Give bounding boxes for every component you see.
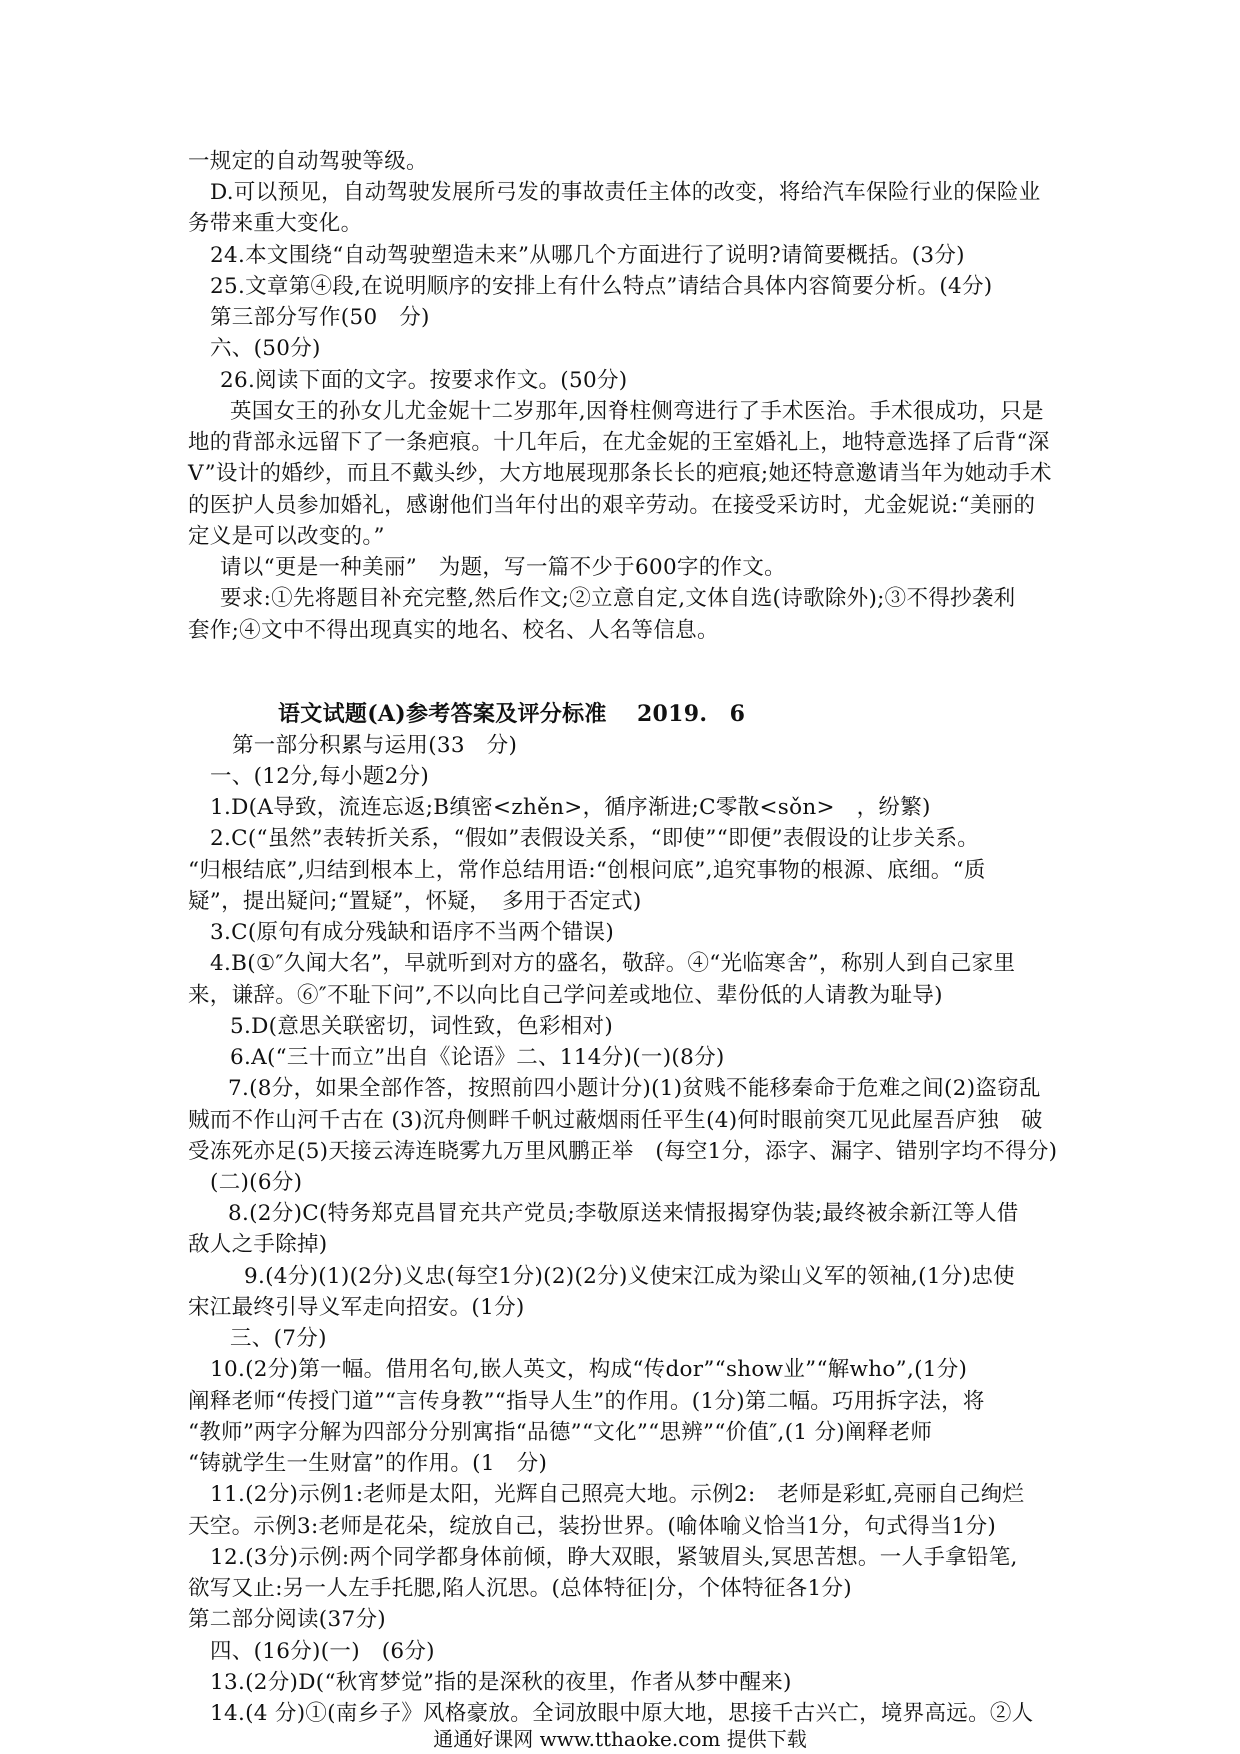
text-line: “归根结底”,归结到根本上，常作总结用语:“创根问底”,追究事物的根源、底细。“质 xyxy=(188,858,986,883)
text-line: 8.(2分)C(特务郑克昌冒充共产党员;李敬原送来情报揭穿伪装;最终被余新江等人借 xyxy=(228,1201,1019,1226)
text-line: 疑”，提出疑问;“置疑”，怀疑， 多用于否定式) xyxy=(188,889,642,914)
text-line: 7.(8分，如果全部作答，按照前四小题计分)(1)贫贱不能移秦命于危难之间(2)盗窃乱 xyxy=(228,1076,1041,1101)
text-line: 地的背部永远留下了一条疤痕。十几年后，在尤金妮的王室婚礼上，地特意选择了后背“深 xyxy=(188,430,1050,455)
text-line: “教师”两字分解为四部分分别寓指“品德”“文化”“思辨”“价值″,(1 分)阐释老师 xyxy=(188,1420,933,1445)
text-line: 4.B(①″久闻大名”，早就听到对方的盛名，敬辞。④“光临寒舍”，称别人到自己家里 xyxy=(210,951,1016,976)
text-line: 11.(2分)示例1:老师是太阳，光辉自己照亮大地。示例2: 老师是彩虹,亮丽自己绚烂 xyxy=(210,1482,1025,1507)
text-line: 天空。示例3:老师是花朵，绽放自己，装扮世界。(喻体喻义恰当1分，句式得当1分) xyxy=(188,1514,997,1539)
text-line: 12.(3分)示例:两个同学都身体前倾，睁大双眼，紧皱眉头,冥思苦想。一人手拿铅笔, xyxy=(210,1545,1018,1570)
text-line: 欲写又止:另一人左手托腮,陷人沉思。(总体特征|分，个体特征各1分) xyxy=(188,1576,852,1601)
text-line: 一规定的自动驾驶等级。 xyxy=(188,149,428,174)
text-line: 的医护人员参加婚礼，感谢他们当年付出的艰辛劳动。在接受采访时，尤金妮说:“美丽的 xyxy=(188,493,1036,518)
text-line: 定义是可以改变的。” xyxy=(188,524,385,549)
text-line: 四、(16分)(一) (6分) xyxy=(210,1639,435,1664)
text-line: 6.A(“三十而立”出自《论语》二、114分)(一)(8分) xyxy=(230,1045,725,1070)
text-line: 宋江最终引导义军走向招安。(1分) xyxy=(188,1295,525,1320)
text-line: V”设计的婚纱，而且不戴头纱，大方地展现那条长长的疤痕;她还特意邀请当年为她动手术 xyxy=(188,461,1052,486)
section-heading: 第一部分积累与运用(33 分) xyxy=(232,733,518,758)
text-line: 10.(2分)第一幅。借用名句,嵌人英文，构成“传dor”“show业”“解who”,(1分) xyxy=(210,1357,968,1382)
text-line: 5.D(意思关联密切，词性致，色彩相对) xyxy=(230,1014,614,1039)
text-line: D.可以预见，自动驾驶发展所弓发的事故责任主体的改变，将给汽车保险行业的保险业 xyxy=(210,180,1041,205)
section-heading: 第三部分写作(50 分) xyxy=(210,305,430,330)
text-line: 要求:①先将题目补充完整,然后作文;②立意自定,文体自选(诗歌除外);③不得抄袭利 xyxy=(220,586,1016,611)
text-line: 英国女王的孙女儿尤金妮十二岁那年,因脊柱侧弯进行了手术医治。手术很成功，只是 xyxy=(230,399,1044,424)
text-line: 请以“更是一种美丽” 为题，写一篇不少于600字的作文。 xyxy=(220,555,786,580)
text-line: 贼而不作山河千古在 (3)沉舟侧畔千帆过蔽烟雨任平生(4)何时眼前突兀见此屋吾庐独 破 xyxy=(188,1108,1043,1133)
text-line: 敌人之手除掉) xyxy=(188,1232,328,1257)
text-line: 9.(4分)(1)(2分)义忠(每空1分)(2)(2分)义使宋江成为梁山义军的领袖,(1分)忠使 xyxy=(244,1264,1015,1289)
text-line: 一、(12分,每小题2分) xyxy=(210,764,430,789)
text-line: 26.阅读下面的文字。按要求作文。(50分) xyxy=(220,368,628,393)
text-line: 六、(50分) xyxy=(210,336,321,361)
text-line: 2.C(“虽然”表转折关系，“假如”表假设关系，“即使”“即便”表假设的让步关系。 xyxy=(210,826,980,851)
text-line: 来，谦辞。⑥″不耻下问”,不以向比自己学问差或地位、辈份低的人请教为耻导) xyxy=(188,983,943,1008)
text-line: 13.(2分)D(“秋宵梦觉”指的是深秋的夜里，作者从梦中醒来) xyxy=(210,1670,792,1695)
section-heading: 第二部分阅读(37分) xyxy=(188,1607,386,1632)
answer-key-title: 语文试题(A)参考答案及评分标准 2019. 6 xyxy=(278,701,746,727)
footer-source-note: 通通好课网 www.tthaoke.com 提供下载 xyxy=(433,1727,807,1751)
text-line: 务带来重大变化。 xyxy=(188,211,363,236)
text-line: 受冻死亦足(5)天接云涛连晓雾九万里风鹏正举 (每空1分，添字、漏字、错别字均不得分) xyxy=(188,1139,1058,1164)
text-line: 25.文章第④段,在说明顺序的安排上有什么特点”请结合具体内容简要分析。(4分) xyxy=(210,274,993,299)
text-line: 三、(7分) xyxy=(230,1326,327,1351)
text-line: 3.C(原句有成分残缺和语序不当两个错误) xyxy=(210,920,615,945)
text-line: 1.D(A导致，流连忘返;B缜密<zhěn>，循序渐进;C零散<sǒn> ，纷繁) xyxy=(210,795,931,820)
text-line: 阐释老师“传授门道”“言传身教”“指导人生”的作用。(1分)第二幅。巧用拆字法，将 xyxy=(188,1389,985,1414)
text-line: 14.(4 分)①(南乡子》风格豪放。全词放眼中原大地，思接千古兴亡，境界高远。②人 xyxy=(210,1701,1034,1726)
text-line: 24.本文围绕“自动驾驶塑造未来”从哪几个方面进行了说明?请简要概括。(3分) xyxy=(210,243,965,268)
text-line: 套作;④文中不得出现真实的地名、校名、人名等信息。 xyxy=(188,618,719,643)
text-line: “铸就学生一生财富”的作用。(1 分) xyxy=(188,1451,548,1476)
text-line: (二)(6分) xyxy=(210,1170,303,1195)
